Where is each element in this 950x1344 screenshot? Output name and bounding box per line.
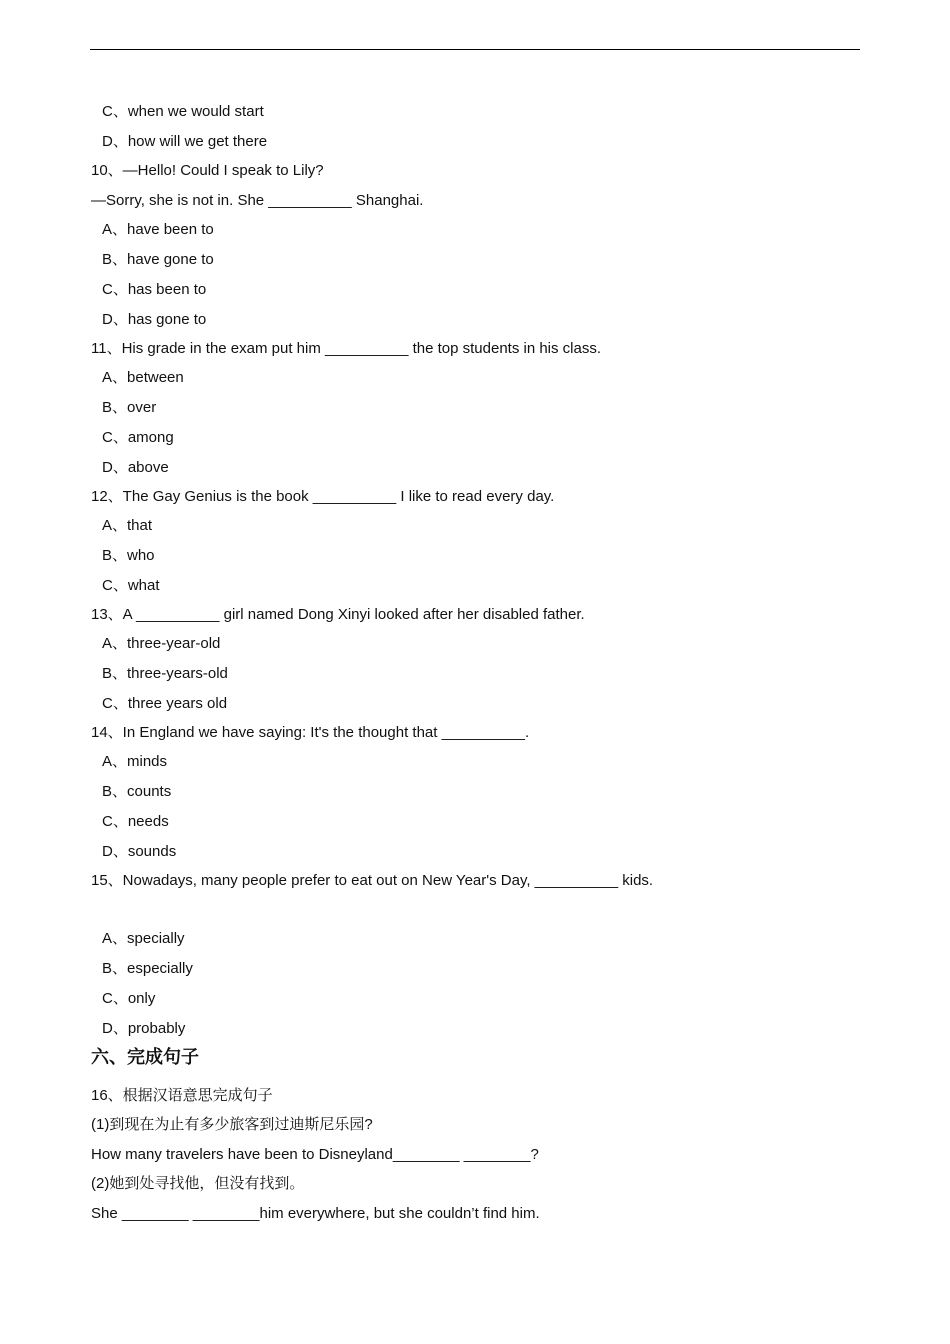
option-12b: B、who xyxy=(102,547,155,564)
question-16-2-english: She ________ ________him everywhere, but she couldn’t find him. xyxy=(91,1205,540,1222)
option-14a: A、minds xyxy=(102,753,168,770)
question-16: 16、根据汉语意思完成句子 xyxy=(91,1087,273,1104)
option-15b: B、especially xyxy=(102,960,193,977)
option-12c: C、what xyxy=(102,577,160,594)
option-10b: B、have gone to xyxy=(102,251,214,268)
section-heading: 六、完成句子 xyxy=(91,1047,199,1067)
question-15: 15、Nowadays, many people prefer to eat out on New Year's Day, __________ kids. xyxy=(91,872,654,889)
option-9c: C、when we would start xyxy=(102,103,264,120)
question-11: 11、His grade in the exam put him __________ the top students in his class. xyxy=(91,340,602,357)
option-10d: D、has gone to xyxy=(102,311,207,328)
option-14c: C、needs xyxy=(102,813,169,830)
option-15c: C、only xyxy=(102,990,156,1007)
option-11a: A、between xyxy=(102,369,184,386)
question-16-1-english: How many travelers have been to Disneyland________ ________? xyxy=(91,1146,539,1163)
option-11b: B、over xyxy=(102,399,157,416)
option-10a: A、have been to xyxy=(102,221,214,238)
option-11c: C、among xyxy=(102,429,174,446)
question-16-1-chinese: (1)到现在为止有多少旅客到过迪斯尼乐园? xyxy=(91,1116,373,1133)
option-14d: D、sounds xyxy=(102,843,177,860)
header-rule xyxy=(90,49,860,50)
question-14: 14、In England we have saying: It's the thought that __________. xyxy=(91,724,530,741)
option-11d: D、above xyxy=(102,459,169,476)
question-10: 10、—Hello! Could I speak to Lily? xyxy=(91,162,324,179)
option-9d: D、how will we get there xyxy=(102,133,268,150)
question-10-line2: —Sorry, she is not in. She __________ Shanghai. xyxy=(91,192,424,209)
option-12a: A、that xyxy=(102,517,153,534)
option-14b: B、counts xyxy=(102,783,172,800)
question-16-2-chinese: (2)她到处寻找他，但没有找到。 xyxy=(91,1175,305,1192)
option-13c: C、three years old xyxy=(102,695,228,712)
question-13: 13、A __________ girl named Dong Xinyi looked after her disabled father. xyxy=(91,606,585,623)
option-13b: B、three-years-old xyxy=(102,665,228,682)
option-15a: A、specially xyxy=(102,930,185,947)
option-15d: D、probably xyxy=(102,1020,186,1037)
question-12: 12、The Gay Genius is the book __________ I like to read every day. xyxy=(91,488,555,505)
option-13a: A、three-year-old xyxy=(102,635,221,652)
option-10c: C、has been to xyxy=(102,281,207,298)
